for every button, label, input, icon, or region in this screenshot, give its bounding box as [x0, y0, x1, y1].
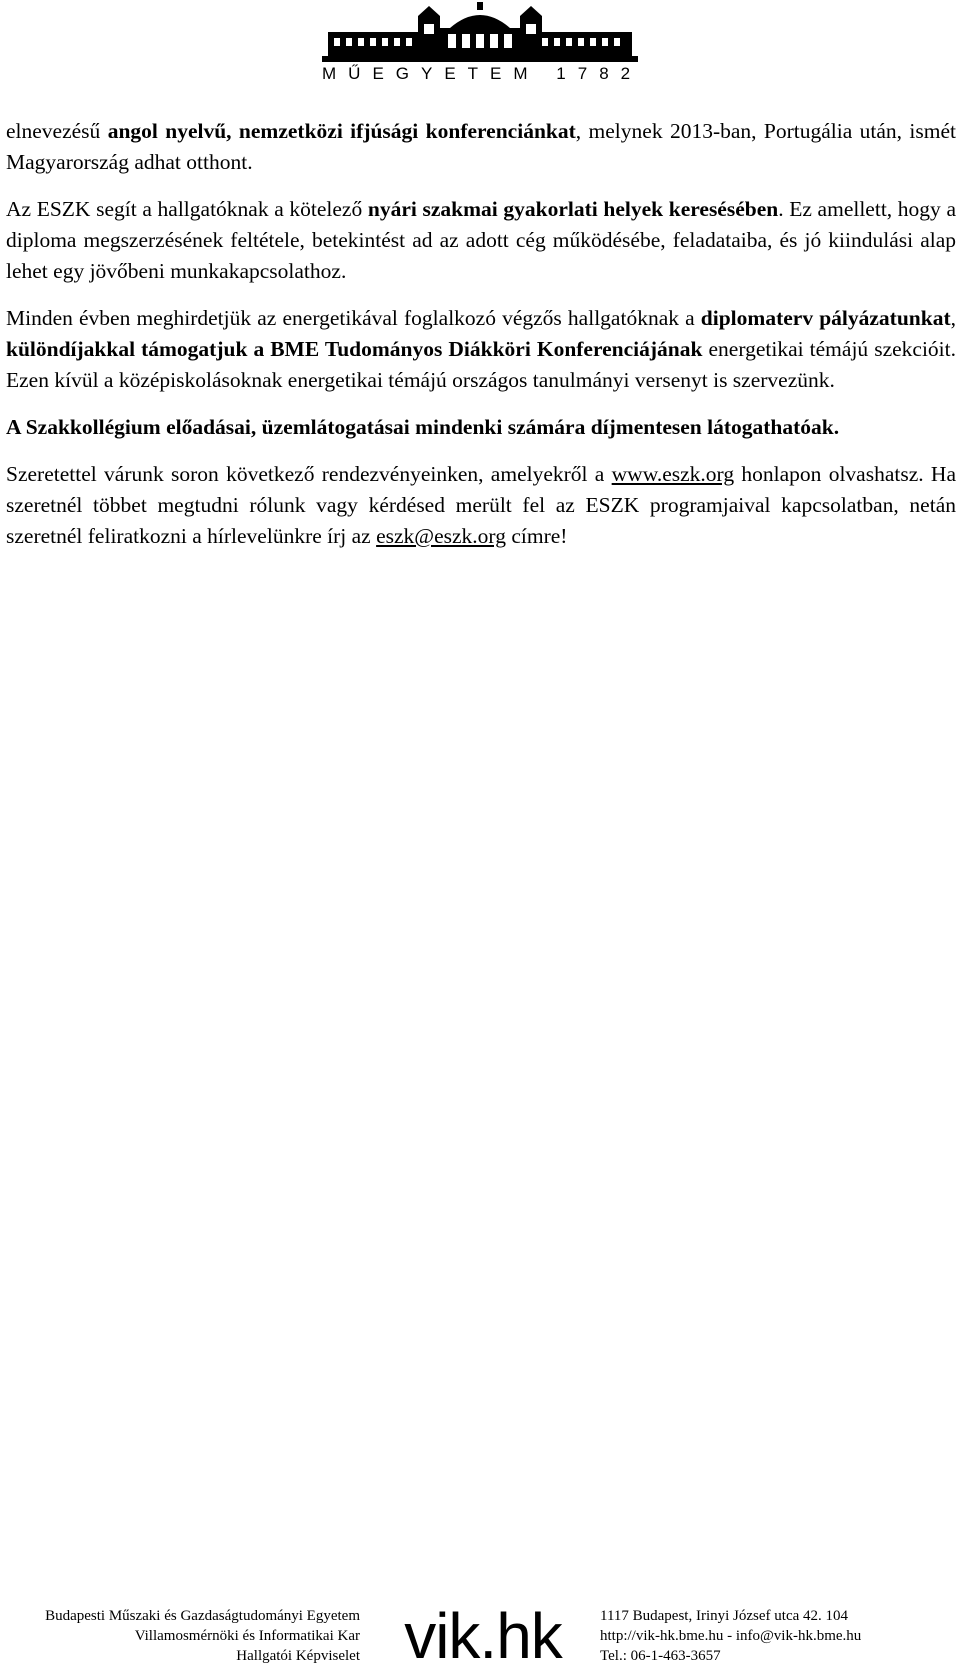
university-logo	[322, 2, 643, 86]
footer-line: Hallgatói Képviselet	[236, 1648, 360, 1664]
paragraph	[6, 116, 956, 178]
text-run: Minden évben meghirdetjük az energetikával foglalkozó végzős hallgatóknak a	[6, 306, 701, 330]
paragraph	[6, 194, 956, 287]
paragraph	[6, 303, 956, 396]
building-icon	[322, 2, 638, 64]
footer-web-email[interactable]: http://vik-hk.bme.hu - info@vik-hk.bme.hu	[600, 1628, 862, 1644]
text-run: , melynek 2013-ban, Portugália után, ismét Magyarország adhat otthont.	[6, 119, 957, 174]
text-run: Szeretettel várunk soron következő rendezvényeinken, amelyekről a	[6, 462, 612, 486]
text-run: elnevezésű	[6, 119, 108, 143]
footer-line: Villamosmérnöki és Informatikai Kar	[134, 1628, 360, 1644]
bold-text: angol nyelvű, nemzetközi ifjúsági konferenciánkat	[107, 119, 576, 143]
vik-hk-logo: vik.hk	[404, 1600, 562, 1672]
bold-text: diplomaterv pályázatunkat	[700, 306, 951, 330]
bold-text: nyári szakmai gyakorlati helyek keresésében	[367, 197, 779, 221]
text-run: ,	[950, 306, 956, 330]
inline-link[interactable]: eszk@eszk.org	[376, 524, 506, 548]
text-run: Az ESZK segít a hallgatóknak a kötelező	[6, 197, 368, 221]
text-run: energetikai témájú szekcióit. Ezen kívül a középiskolásoknak energetikai témájú országos tanulmányi versenyt is szervezünk.	[6, 337, 956, 392]
text-run: honlapon olvashatsz. Ha szeretnél többet megtudni rólunk vagy kérdésed merült fel az ESZK programjaival kapcsolatban, netán szeretnél feliratkozni a hírlevelünkre írj az	[6, 462, 956, 548]
paragraph	[6, 459, 956, 552]
footer-line: Budapesti Műszaki és Gazdaságtudományi Egyetem	[45, 1608, 360, 1624]
text-run: címre!	[505, 524, 568, 548]
text-run: . Ez amellett, hogy a diploma megszerzésének feltétele, betekintést ad az adott cég működésébe, feladataiba, és jó kiindulási alap lehet egy jövőbeni munkakapcsolathoz.	[6, 197, 956, 283]
inline-link[interactable]: www.eszk.org	[611, 462, 735, 486]
paragraph	[6, 412, 956, 443]
footer-address: 1117 Budapest, Irinyi József utca 42. 104	[600, 1608, 849, 1624]
document-body	[6, 116, 956, 568]
footer-contact	[600, 1606, 950, 1666]
footer-institution	[8, 1606, 360, 1666]
bold-text: különdíjakkal támogatjuk a BME Tudományos Diákköri Konferenciájának	[6, 337, 703, 361]
bold-text: A Szakkollégium előadásai, üzemlátogatásai mindenki számára díjmentesen látogathatóak.	[6, 415, 840, 439]
logo-wordmark: MŰEGYETEM 1782	[322, 64, 643, 83]
footer-phone: Tel.: 06-1-463-3657	[600, 1648, 721, 1664]
